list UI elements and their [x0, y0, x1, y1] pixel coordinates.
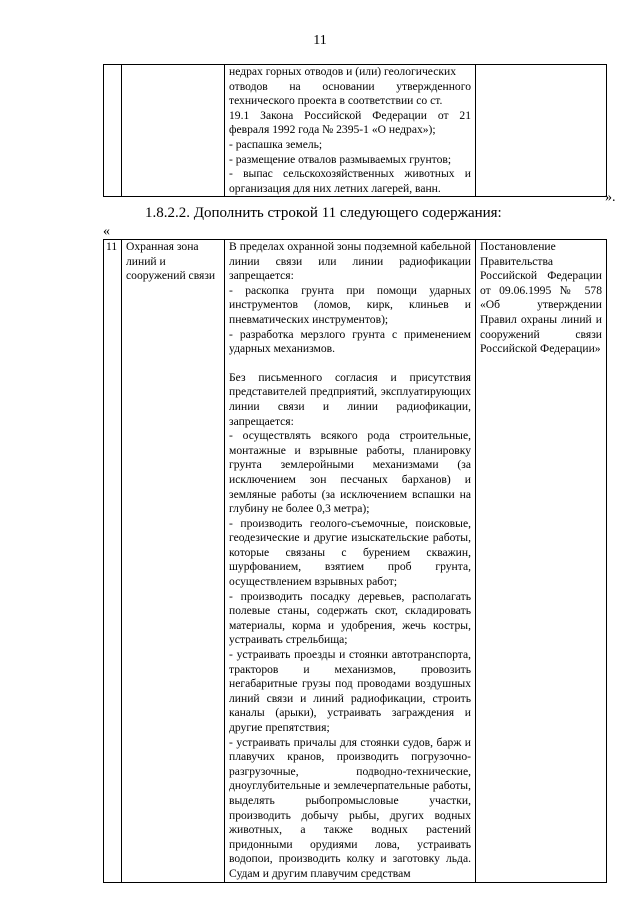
paragraph: Без письменного согласия и присутствия представителей предприятий, эксплуатирующих линии связи и линии радиофикации, запрещается:	[229, 370, 471, 428]
table-cell-restrictions	[225, 65, 476, 197]
list-item: - устраивать причалы для стоянки судов, барж и плавучих кранов, производить погрузочно-разгрузочные, подводно-технические, дноуглубительные и землечерпательные работы, выделять рыбопромысловые участки, производить добычу рыбы, других водных животных, а также водных растений придонными орудиями лова, устраивать водопои, производить колку и заготовку льда. Судам и другим плавучим средствам	[229, 735, 471, 880]
page-number: 11	[313, 33, 327, 48]
text-line: - распашка земель;	[229, 137, 323, 151]
zone-name: Охранная зона линий и сооружений связи	[122, 240, 225, 883]
continuation-table	[103, 64, 607, 197]
text-line: технического проекта в соответствии со ст.	[229, 94, 443, 108]
table-cell-zone	[122, 65, 225, 197]
table-cell-reference	[476, 65, 607, 197]
table-row	[104, 65, 607, 197]
text-line: - выпас сельскохозяйственных животных и	[229, 167, 471, 181]
legal-reference: Постановление Правительства Российской Федерации от 09.06.1995 № 578 «Об утверждении Правил охраны линий и сооружений связи Российской Федерации»	[476, 240, 607, 883]
list-item: - производить геолого-съемочные, поисковые, геодезические и другие изыскательские работы, которые связаны с бурением скважин, шурфованием, взятием проб грунта, осуществлением взрывных работ;	[229, 516, 471, 589]
section-heading: 1.8.2.2. Дополнить строкой 11 следующего содержания:	[145, 205, 502, 221]
row-number: 11	[104, 240, 122, 883]
text-line: отводов на основании утвержденного	[229, 79, 471, 93]
text-line: недрах горных отводов и (или) геологических	[229, 65, 457, 78]
closing-quote: ».	[605, 190, 616, 205]
list-item: - раскопка грунта при помощи ударных инструментов (ломов, кирк, клиньев и пневматических инструментов);	[229, 283, 471, 326]
list-item: - устраивать проезды и стоянки автотранспорта, тракторов и механизмов, провозить негабаритные грузы под проводами воздушных линий связи и линий радиофикации, строить каналы (арыки), устраивать заграждения и другие препятствия;	[229, 648, 471, 734]
paragraph: В пределах охранной зоны подземной кабельной линии связи или линии радиофикации запрещается:	[229, 240, 471, 283]
opening-quote: «	[103, 224, 110, 239]
restrictions-text	[225, 240, 476, 883]
table-cell-number	[104, 65, 122, 197]
amendment-table	[103, 239, 607, 883]
list-item: - осуществлять всякого рода строительные, монтажные и взрывные работы, планировку грунта землеройными механизмами (за исключением зон песчаных барханов) и земляные работы (за исключением вспашки на глубину не более 0,3 метра);	[229, 429, 471, 516]
table-row	[104, 240, 607, 883]
text-line: - размещение отвалов размываемых грунтов;	[229, 152, 452, 166]
text-line: организация для них летних лагерей, ванн.	[229, 181, 441, 195]
list-item: - разработка мерзлого грунта с применением ударных механизмов.	[229, 327, 471, 356]
list-item: - производить посадку деревьев, располагать полевые станы, содержать скот, складировать материалы, корма и удобрения, жечь костры, устраивать стрельбища;	[229, 589, 471, 647]
text-line: 19.1 Закона Российской Федерации от 21	[229, 108, 471, 122]
text-line: февраля 1992 года № 2395-1 «О недрах»);	[229, 123, 436, 137]
